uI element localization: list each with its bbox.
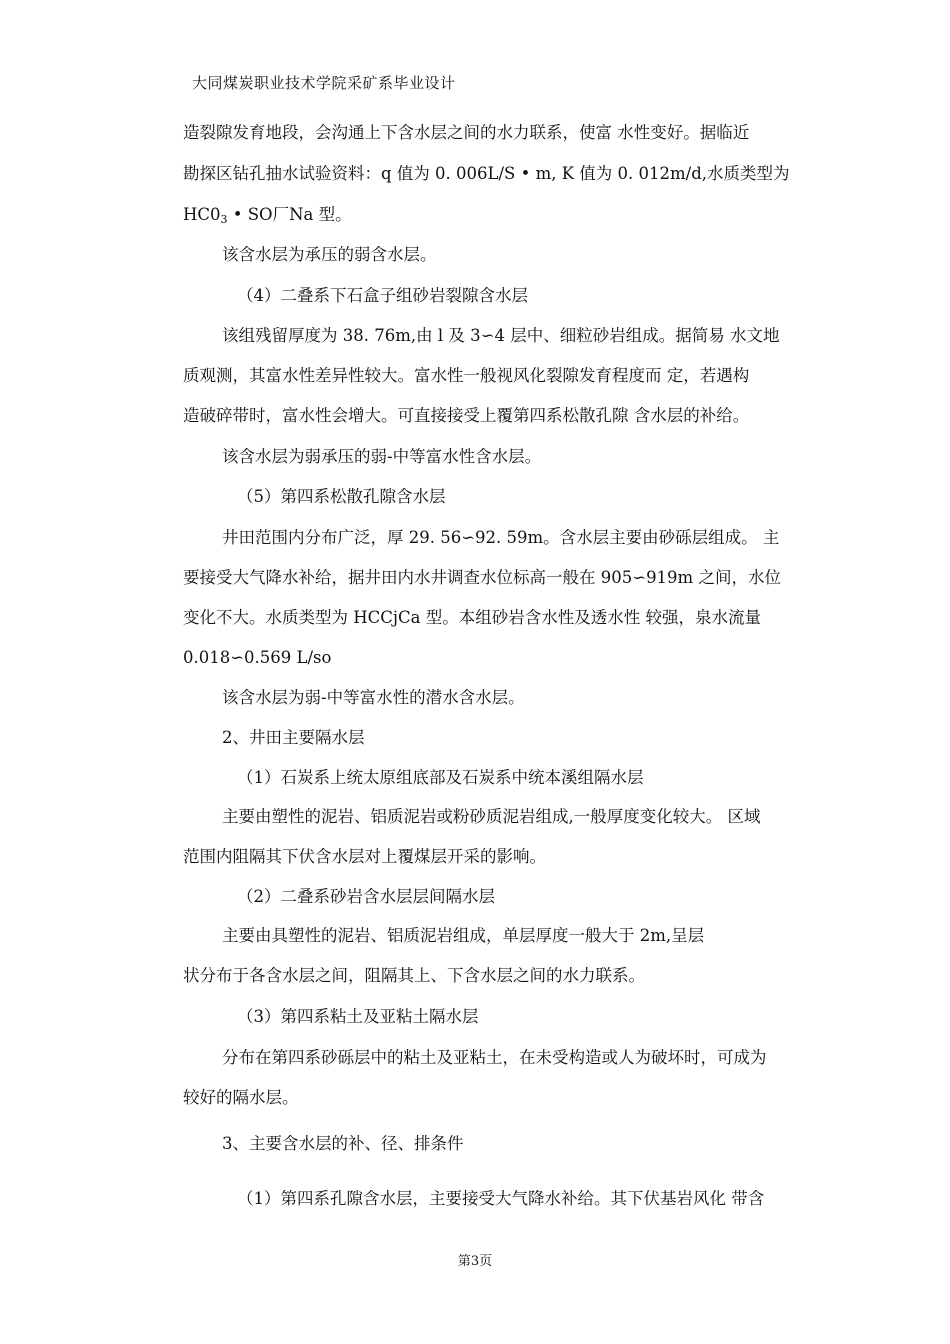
section-heading: 2、井田主要隔水层	[222, 728, 365, 747]
section-heading: 3、主要含水层的补、径、排条件	[222, 1134, 464, 1153]
formula-subscript: 3	[220, 213, 228, 226]
section-heading: （4）二叠系下石盒子组砂岩裂隙含水层	[237, 286, 528, 305]
paragraph-line: 较好的隔水层。	[183, 1088, 299, 1107]
paragraph-line: 0.018∽0.569 L/so	[183, 648, 332, 667]
page-header: 大同煤炭职业技术学院采矿系毕业设计	[192, 74, 456, 92]
paragraph-line: （1）第四系孔隙含水层，主要接受大气降水补给。其下伏基岩风化 带含	[237, 1189, 765, 1208]
section-heading: （5）第四系松散孔隙含水层	[237, 487, 446, 506]
paragraph-line: 主要由具塑性的泥岩、铝质泥岩组成，单层厚度一般大于 2m,呈层	[222, 926, 705, 945]
paragraph-line: 状分布于各含水层之间，阻隔其上、下含水层之间的水力联系。	[183, 966, 645, 985]
paragraph-line: 范围内阻隔其下伏含水层对上覆煤层开采的影响。	[183, 847, 546, 866]
paragraph-line: 该含水层为弱-中等富水性的潜水含水层。	[222, 688, 525, 707]
paragraph-line: 质观测，其富水性差异性较大。富水性一般视风化裂隙发育程度而 定，若遇构	[183, 366, 750, 385]
paragraph-line: 造破碎带时，富水性会增大。可直接接受上覆第四系松散孔隙 含水层的补给。	[183, 406, 750, 425]
paragraph-line: 主要由塑性的泥岩、铝质泥岩或粉砂质泥岩组成,一般厚度变化较大。 区域	[222, 807, 761, 826]
section-heading: （3）第四系粘土及亚粘土隔水层	[237, 1007, 479, 1026]
paragraph-line: 造裂隙发育地段，会沟通上下含水层之间的水力联系，使富 水性变好。据临近	[183, 123, 750, 142]
paragraph-line: 勘探区钻孔抽水试验资料：q 值为 0. 006L/S • m, K 值为 0. 012m/d,水质类型为	[183, 164, 790, 183]
paragraph-line: 要接受大气降水补给，据井田内水井调查水位标高一般在 905∽919m 之间，水位	[183, 568, 781, 587]
page-number: 第3页	[457, 1254, 493, 1269]
paragraph-line-formula	[183, 204, 352, 226]
paragraph-line: 井田范围内分布广泛，厚 29. 56∽92. 59m。含水层主要由砂砾层组成。 主	[222, 528, 780, 547]
paragraph-line: 该组残留厚度为 38. 76m,由 l 及 3∽4 层中、细粒砂岩组成。据简易 水文地	[222, 326, 780, 345]
formula-part: HC0	[183, 205, 221, 224]
section-heading: （1）石炭系上统太原组底部及石炭系中统本溪组隔水层	[237, 768, 644, 787]
paragraph-line: 分布在第四系砂砾层中的粘土及亚粘土，在未受构造或人为破坏时，可成为	[222, 1048, 767, 1067]
paragraph-line: 变化不大。水质类型为 HCCjCa 型。本组砂岩含水性及透水性 较强，泉水流量	[183, 608, 761, 627]
paragraph-line: 该含水层为承压的弱含水层。	[222, 245, 437, 264]
paragraph-line: 该含水层为弱承压的弱-中等富水性含水层。	[222, 447, 542, 466]
formula-part: • SO厂Na 型。	[227, 205, 352, 224]
section-heading: （2）二叠系砂岩含水层层间隔水层	[237, 887, 495, 906]
